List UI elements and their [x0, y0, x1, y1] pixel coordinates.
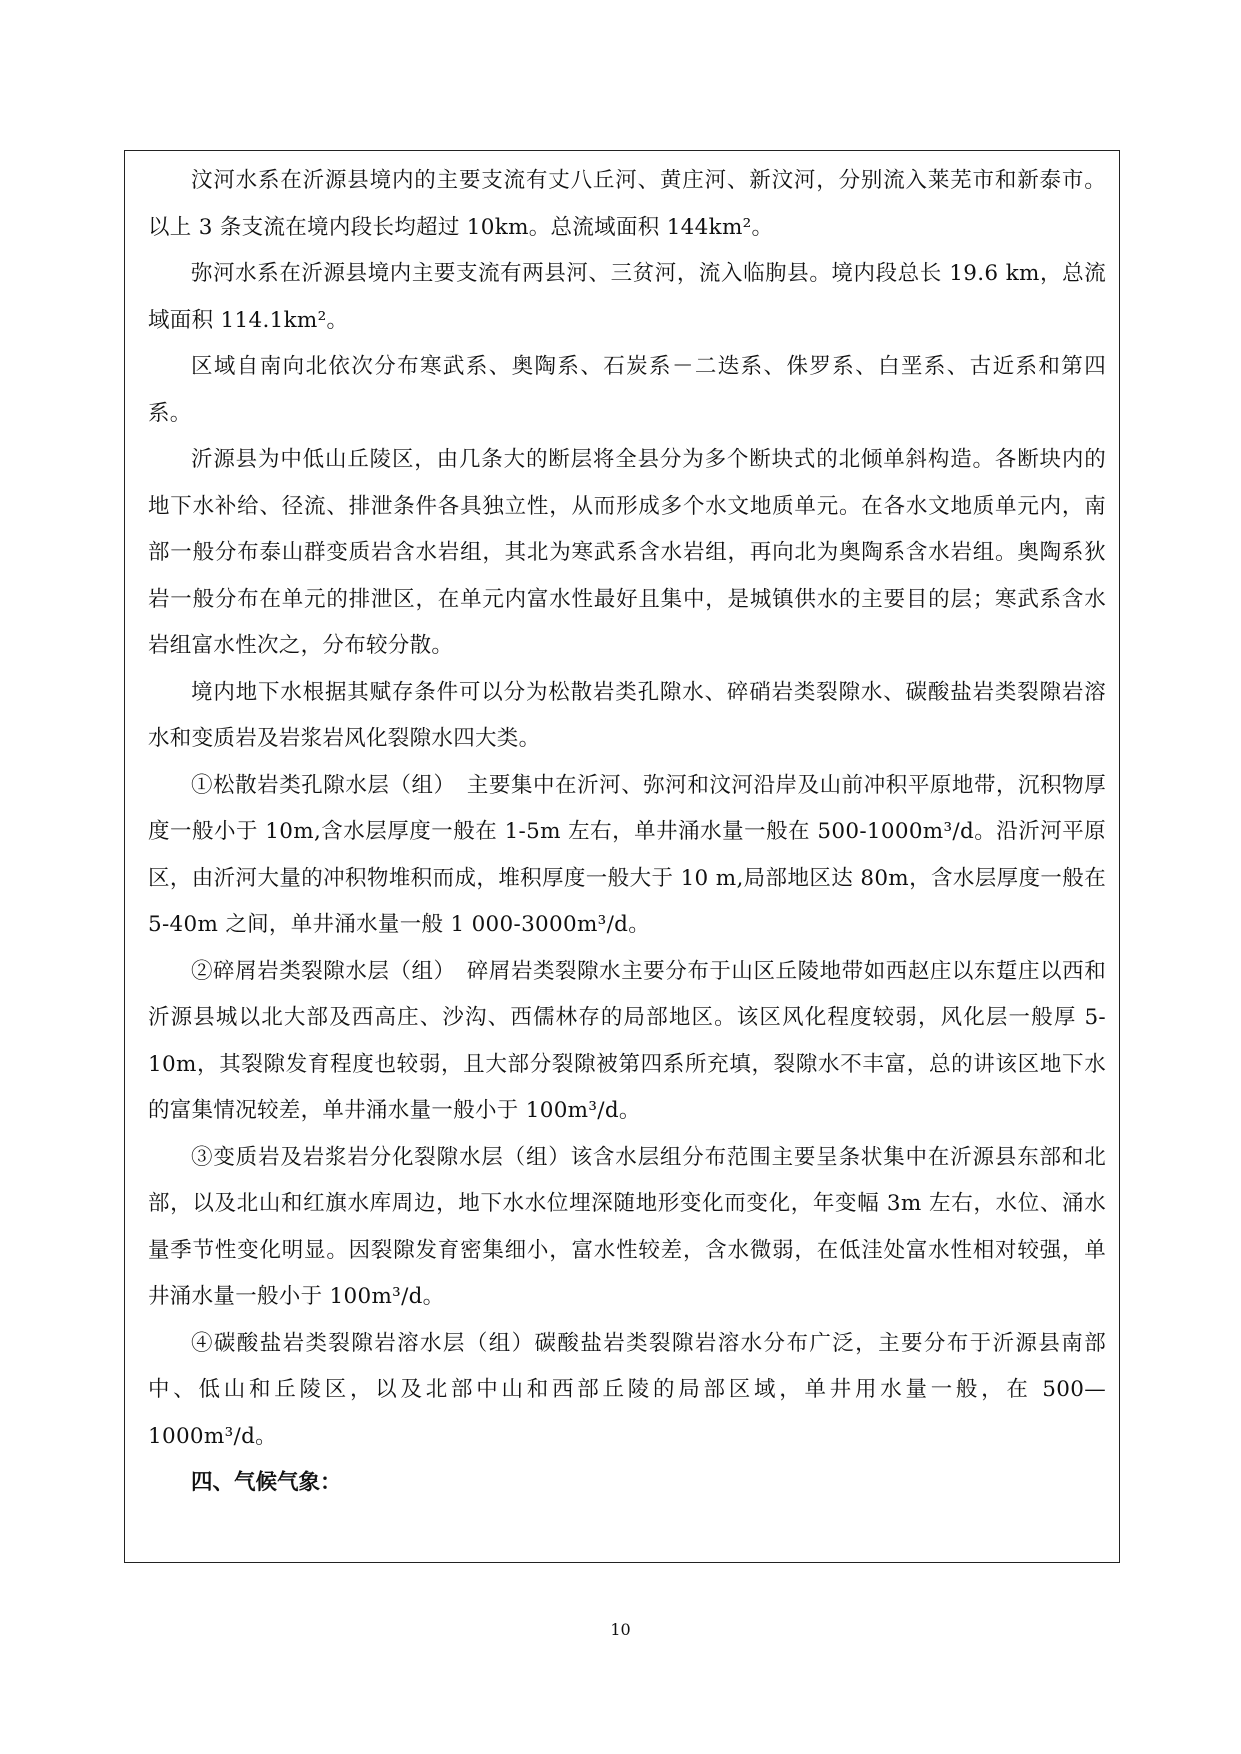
- paragraph-mi-river: 弥河水系在沂源县境内主要支流有两县河、三贫河，流入临朐县。境内段总长 19.6 km，总流域面积 114.1km²。: [148, 261, 1106, 333]
- paragraph-clastic-fissure-water: ②碎屑岩类裂隙水层（组） 碎屑岩类裂隙水主要分布于山区丘陵地带如西赵庄以东踅庄以西和沂源县城以北大部及西高庄、沙沟、西儒林存的局部地区。该区风化程度较弱，风化层一般厚 5-10m，其裂隙发育程度也较弱，且大部分裂隙被第四系所充填，裂隙水不丰富，总的讲该区地下水的富集情况较差，单井涌水量一般小于 100m³/d。: [148, 958, 1106, 1123]
- section-heading-climate: 四、气候气象：: [191, 1470, 342, 1495]
- paragraph-metamorphic-fissure-water: ③变质岩及岩浆岩分化裂隙水层（组）该含水层组分布范围主要呈条状集中在沂源县东部和北部，以及北山和红旗水库周边，地下水水位埋深随地形变化而变化，年变幅 3m 左右，水位、涌水量季节性变化明显。因裂隙发育密集细小，富水性较差，含水微弱，在低洼处富水性相对较强，单井涌水量一般小于 100m³/d。: [148, 1144, 1106, 1309]
- document-body: [148, 158, 1106, 1507]
- paragraph-groundwater-types: 境内地下水根据其赋存条件可以分为松散岩类孔隙水、碎硝岩类裂隙水、碳酸盐岩类裂隙岩溶水和变质岩及岩浆岩风化裂隙水四大类。: [148, 679, 1106, 751]
- paragraph-pore-water: ①松散岩类孔隙水层（组） 主要集中在沂河、弥河和汶河沿岸及山前冲积平原地带，沉积物厚度一般小于 10m,含水层厚度一般在 1-5m 左右，单井涌水量一般在 500-1000m³/d。沿沂河平原区，由沂河大量的冲积物堆积而成，堆积厚度一般大于 10 m,局部地区达 80m，含水层厚度一般在 5-40m 之间，单井涌水量一般 1 000-3000m³/d。: [148, 772, 1106, 937]
- paragraph-wen-river: 汶河水系在沂源县境内的主要支流有丈八丘河、黄庄河、新汶河，分别流入莱芜市和新泰市。以上 3 条支流在境内段长均超过 10km。总流域面积 144km²。: [148, 168, 1106, 240]
- paragraph-hydrogeology: 沂源县为中低山丘陵区，由几条大的断层将全县分为多个断块式的北倾单斜构造。各断块内的地下水补给、径流、排泄条件各具独立性，从而形成多个水文地质单元。在各水文地质单元内，南部一般分布泰山群变质岩含水岩组，其北为寒武系含水岩组，再向北为奥陶系含水岩组。奥陶系狄岩一般分布在单元的排泄区，在单元内富水性最好且集中，是城镇供水的主要目的层；寒武系含水岩组富水性次之，分布较分散。: [148, 447, 1106, 658]
- paragraph-carbonate-karst-water: ④碳酸盐岩类裂隙岩溶水层（组）碳酸盐岩类裂隙岩溶水分布广泛，主要分布于沂源县南部中、低山和丘陵区，以及北部中山和西部丘陵的局部区域，单井用水量一般，在 500—1000m³/d。: [148, 1330, 1106, 1449]
- paragraph-strata: 区域自南向北依次分布寒武系、奥陶系、石炭系－二迭系、侏罗系、白垩系、古近系和第四系。: [148, 354, 1106, 426]
- page-number: 10: [610, 1620, 631, 1639]
